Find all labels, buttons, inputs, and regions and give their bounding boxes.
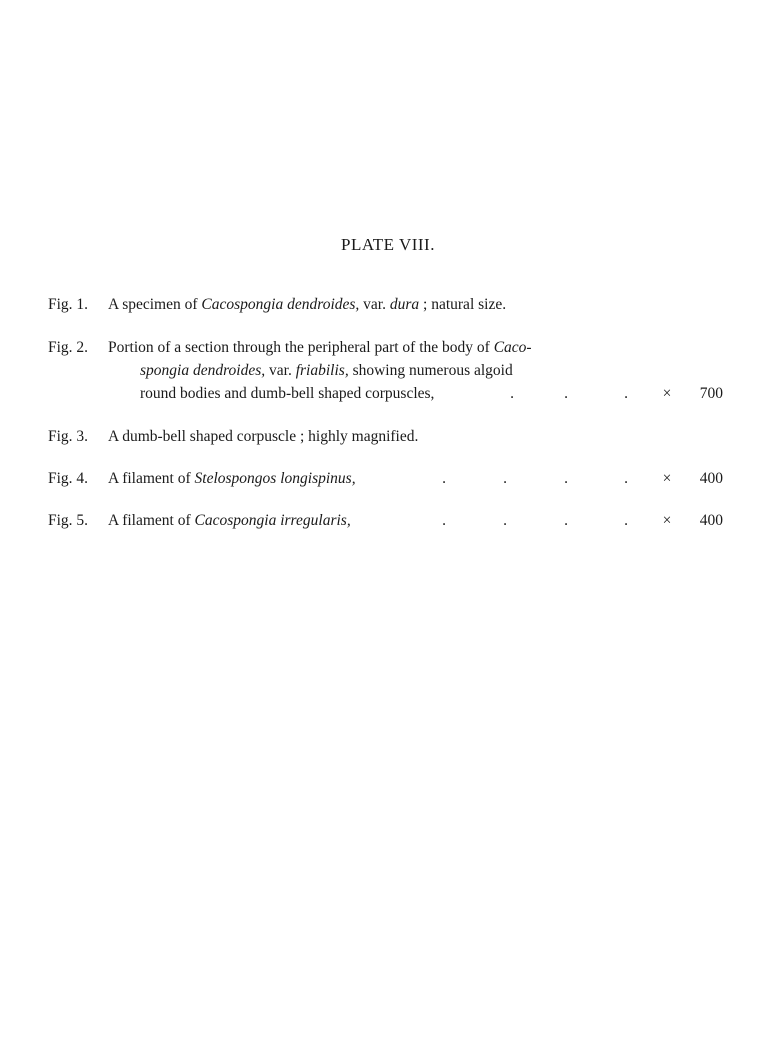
caption-text: ; natural size. [419,296,507,313]
figure-label: Fig. 2. [48,339,89,356]
figure-description-line: round bodies and dumb-bell shaped corpuscles, [140,385,435,402]
figure-description [108,467,356,490]
leader-dot: . [564,385,568,402]
figure-label: Fig. 1. [48,296,89,313]
leader-dot: . [442,512,446,529]
leader-dot: . [442,470,446,487]
times-symbol: × [662,470,672,487]
leader-dot: . [624,470,628,487]
leader-dot: . [624,512,628,529]
italic-taxon-text: Cacospongia dendroides, [201,296,360,313]
magnification-value: 700 [699,385,723,402]
caption-text: var. [265,362,296,379]
leader-dot: . [564,470,568,487]
caption-text: Portion of a section through the peripheral part of the body of [108,339,494,356]
figure-description-line [108,336,532,359]
figure-label: Fig. 4. [48,470,89,487]
leader-dot: . [510,385,514,402]
italic-taxon-text: Caco- [493,339,532,356]
leader-dot: . [564,512,568,529]
figure-label: Fig. 3. [48,428,89,445]
italic-taxon-text: dura [389,296,420,313]
magnification-value: 400 [699,470,723,487]
times-symbol: × [662,385,672,402]
magnification-row [48,382,728,405]
leader-dot: . [503,512,507,529]
plate-title: PLATE VIII. [341,235,435,254]
caption-text: A filament of [108,470,195,487]
caption-text: var. [359,296,390,313]
leader-dot: . [624,385,628,402]
figure-description [108,509,351,532]
italic-taxon-text: Stelospongos longispinus, [194,470,356,487]
times-symbol: × [662,512,672,529]
figure-caption-2 [48,336,728,406]
leader-dot: . [503,470,507,487]
magnification-value: 400 [699,512,723,529]
figure-description-line [108,359,532,382]
italic-taxon-text: spongia dendroides, [140,362,266,379]
caption-text: A filament of [108,512,195,529]
italic-taxon-text: Cacospongia irregularis, [194,512,351,529]
figure-description: A dumb-bell shaped corpuscle ; highly magnified. [108,428,419,445]
figure-caption-5 [48,509,728,532]
figure-description [108,293,506,316]
caption-text: A specimen of [108,296,202,313]
figure-caption-4 [48,467,728,490]
italic-taxon-text: friabilis, [295,362,349,379]
figure-label: Fig. 5. [48,512,89,529]
caption-text: showing numerous algoid [348,362,513,379]
